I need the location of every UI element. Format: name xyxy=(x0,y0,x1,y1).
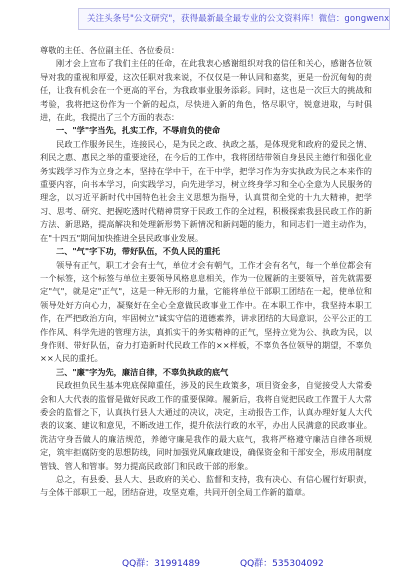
document-body xyxy=(40,44,372,500)
banner-text: 关注头条号"公文研究"，获得最新最全最专业的公文资料库！微信：gongwenx xyxy=(87,14,390,24)
header-banner xyxy=(78,8,390,30)
paragraph-4: 民政担负民生基本兜底保障重任，涉及的民生政策多，项目资金多，自觉接受人大常委会和人大代表的监督是做好民政工作的重要保障。履新后，我将自觉把民政工作置于人大常委会的监督之下，认真执行县人大通过的决议，决定，主动报告工作，认真办理好复人大代表的议案、建议和意见，不断改进工作，提升依法行政的水平，办出人民满意的民政事业。洗洁守身吾做人的廉洁规范，养德守廉是我作的最大底气，我将严格遵守廉洁自律各项规定，筑牢拒腐防变的思想防线，同时加强党风廉政建设，确保资金和干部安全，形成用制度管钱、管人和管事。努力提高民政部门和民政干部的形象。 xyxy=(40,380,372,471)
paragraph-1: 刚才会上宣布了我们主任的任命，在此我衷心感谢组织对我的信任和关心，感谢各位领导对我的重视和厚爱，这次任职对我来说，不仅仅是一种认同和嘉奖，更是一份沉甸甸的责任，让我有机会在一个更高的平台，为我政事业服务添彩。同时，这也是一次巨大的挑战和考验，我将把这份作为一个新的起点，尽快进入新的角色，恪尽职守，锐意进取，与时俱进，在此，我提出了三个方面的表态： xyxy=(40,58,372,123)
paragraph-3: 领导有正气，职工才会有士气，单位才会有朝气，工作才会有名气，每一个单位都会有一个标签，这个标签与单位主要领导风格息息相关，作为一位履新的主要领导，首先就需要定"气"，就是定"正气"，这是一种无形的力量，它能将单位干部职工团结在一起，使单位和领导处好方向心力，凝聚好在全心全意做民政事业工作中。在本职工作中，我坚持本职工作，在严把政治方向，牢固树立"诚实守信的道德素养，讲求团结的大局意识，公平公正的工作作风、科学先进的管理方法，真抓实干的务实精神的正气，坚持立党为公、执政为民，以身作则、带好队伍，奋力打造新时代民政工作的××样板，不辜负各位领导的期望，不辜负××人民的重托。 xyxy=(40,259,372,364)
footer-qq-group-2: QQ群：535304092 xyxy=(240,559,324,569)
footer-qq-group-1: QQ群：31991489 xyxy=(122,559,200,569)
heading-2: 二、"气"字下功，带好队伍，不负人民的重托 xyxy=(56,246,221,257)
paragraph-5: 总之，有县委、县人大、县政府的关心、监督和支持，我有决心、有信心履行好职责，与全体干部职工一起，团结奋进，攻坚克难，共同开创全局工作新的篇章。 xyxy=(40,474,372,498)
greeting: 尊敬的主任、各位副主任、各位委员： xyxy=(40,45,180,55)
footer xyxy=(0,552,408,572)
heading-3: 三、"廉"字为先，廉洁自律，不辜负执政的底气 xyxy=(56,366,229,377)
paragraph-2: 民政工作服务民生，连接民心，是为民之政、执政之基，是体现党和政府的爱民之情、利民之惠、惠民之举的重要途径，在今后的工作中，我将团结带领自身县民主德行和强化业务实践学习作为立身之本，坚持在学中干，在干中学，把学习作为夯实执政为民之本来作的重要内容，向书本学习，向实践学习，向先进学习，树立终身学习和全心全意为人民服务的理念，以习近平新时代中国特色社会主义思想为指导，认真贯彻全党的十九大精神，把学习、思考、研究、把握吃透时代精神贯穿于民政工作的全过程，积极探索我县民政工作的新方法、新思路，提高解决和处理新形势下新情况和新问题的能力，和同志们一道主动作为，在"十四五"期间加快推进全县民政事业发展。 xyxy=(40,138,372,243)
heading-1: 一、"学"字当先，扎实工作，不辱肩负的使命 xyxy=(56,125,221,136)
